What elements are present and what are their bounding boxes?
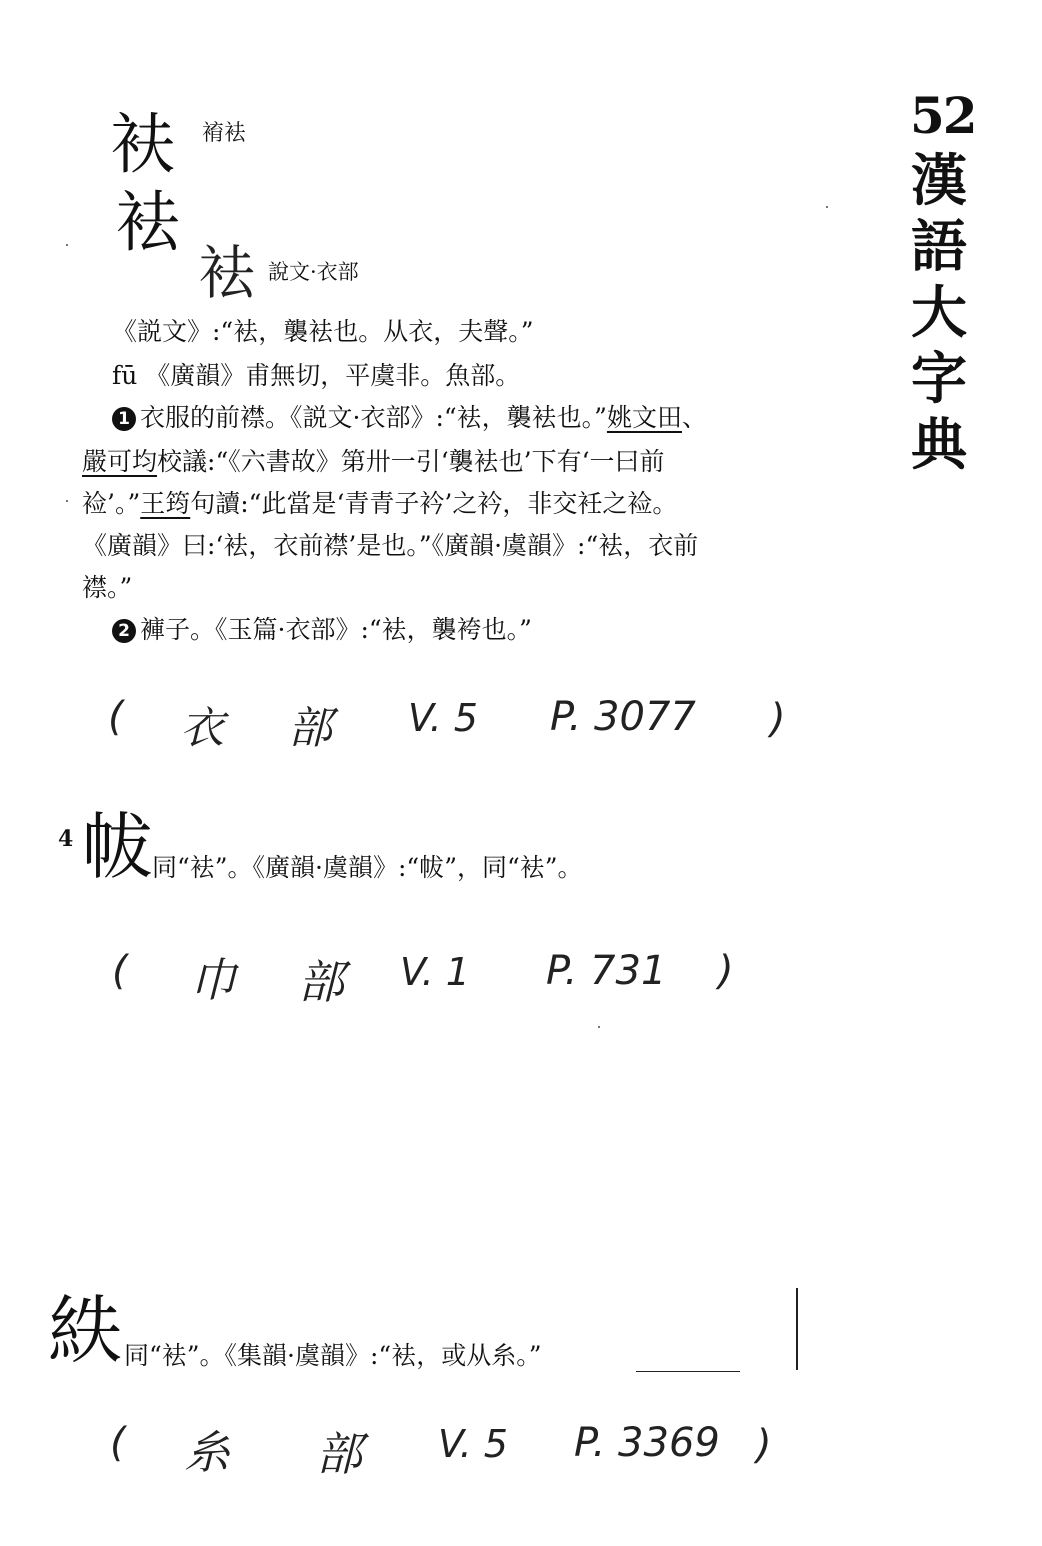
hand-paren-close: ) — [756, 1422, 772, 1468]
scan-speck — [66, 500, 68, 502]
entry2-head-char: 帗 — [82, 805, 155, 889]
sense1-text-c-end: 句讀:“此當是‘青青子衿’之衿，非交衽之裣。 — [190, 489, 678, 518]
scholar-name-yao: 姚文田 — [606, 403, 682, 432]
entry1-sense1-line1 — [112, 402, 707, 434]
entry3-definition: 同“袪”。《集韻·虞韻》:“袪，或从糸。” — [124, 1341, 542, 1370]
entry1-variants: 䘻袪 — [202, 121, 247, 146]
side-title-char-1: 漢 — [911, 148, 967, 214]
hand-page: P. 3077 — [550, 694, 696, 740]
scholar-name-yan: 嚴可均 — [82, 447, 158, 476]
scan-speck — [826, 206, 828, 208]
sense1-text-a: 衣服的前襟。《説文·衣部》:“袪，襲袪也。” — [140, 403, 607, 432]
hand-radical: 巾 — [190, 953, 236, 1007]
entry1-head-char-1: 衭 — [110, 106, 176, 183]
hand-volume: V. 5 — [438, 1422, 508, 1466]
hand-bu: 部 — [316, 1427, 362, 1481]
page-number: 52 — [910, 86, 976, 145]
side-title-char-2: 語 — [911, 214, 967, 280]
margin-number: 4 — [58, 826, 74, 852]
hand-page: P. 731 — [546, 948, 667, 994]
side-title-char-5: 典 — [911, 412, 967, 478]
entry1-etymology: 《説文》:“袪，襲袪也。从衣，夫聲。” — [112, 317, 534, 346]
scan-speck — [66, 244, 68, 246]
hand-radical: 糸 — [184, 1425, 230, 1479]
scan-speck — [598, 1026, 600, 1028]
scholar-name-wang: 王筠 — [140, 489, 191, 518]
hand-volume: V. 1 — [400, 950, 470, 994]
margin-vertical-line — [796, 1288, 798, 1370]
entry1-sense2 — [112, 614, 532, 646]
seal-script-glyph: 袪 — [198, 239, 257, 307]
entry2-definition: 同“袪”。《廣韻·虞韻》:“帗”，同“袪”。 — [152, 853, 583, 882]
sense2-text: 褲子。《玉篇·衣部》:“袪，襲袴也。” — [140, 615, 532, 644]
sense1-number-badge: 1 — [112, 407, 136, 431]
hand-paren-close: ) — [770, 696, 786, 742]
sense1-text-a-end: 、 — [681, 403, 707, 432]
sense2-number-badge: 2 — [112, 619, 136, 643]
entry1-sense1-line3 — [82, 488, 677, 520]
seal-source: 說文·衣部 — [268, 260, 359, 284]
side-title-char-3: 大 — [911, 280, 967, 346]
sense1-text-b: 校議:“《六書故》第卅一引‘襲袪也’下有‘一曰前 — [157, 447, 665, 476]
entry1-sense1-line5: 襟。” — [82, 573, 133, 602]
sense1-text-c: 裣’。” — [82, 489, 141, 518]
blank-line — [636, 1370, 740, 1372]
hand-radical: 衣 — [180, 703, 224, 754]
entry1-sense1-line4: 《廣韻》曰:‘袪，衣前襟’是也。”《廣韻·虞韻》:“袪，衣前 — [82, 531, 699, 560]
hand-paren-open: ( — [110, 1420, 126, 1466]
hand-paren-open: ( — [112, 948, 128, 994]
hand-bu: 部 — [288, 703, 332, 754]
hand-paren-close: ) — [718, 948, 734, 994]
hand-paren-open: ( — [108, 694, 124, 740]
entry1-sense1-line2 — [82, 446, 665, 478]
side-title-char-4: 字 — [911, 346, 967, 412]
hand-bu: 部 — [298, 955, 344, 1009]
hand-page: P. 3369 — [574, 1420, 720, 1466]
entry1-pronunciation: fū 《廣韻》甫無切，平虞非。魚部。 — [112, 361, 521, 390]
entry3-head-char: 紩 — [48, 1288, 122, 1374]
hand-volume: V. 5 — [408, 696, 478, 740]
entry1-head-char-2: 袪 — [115, 184, 181, 261]
